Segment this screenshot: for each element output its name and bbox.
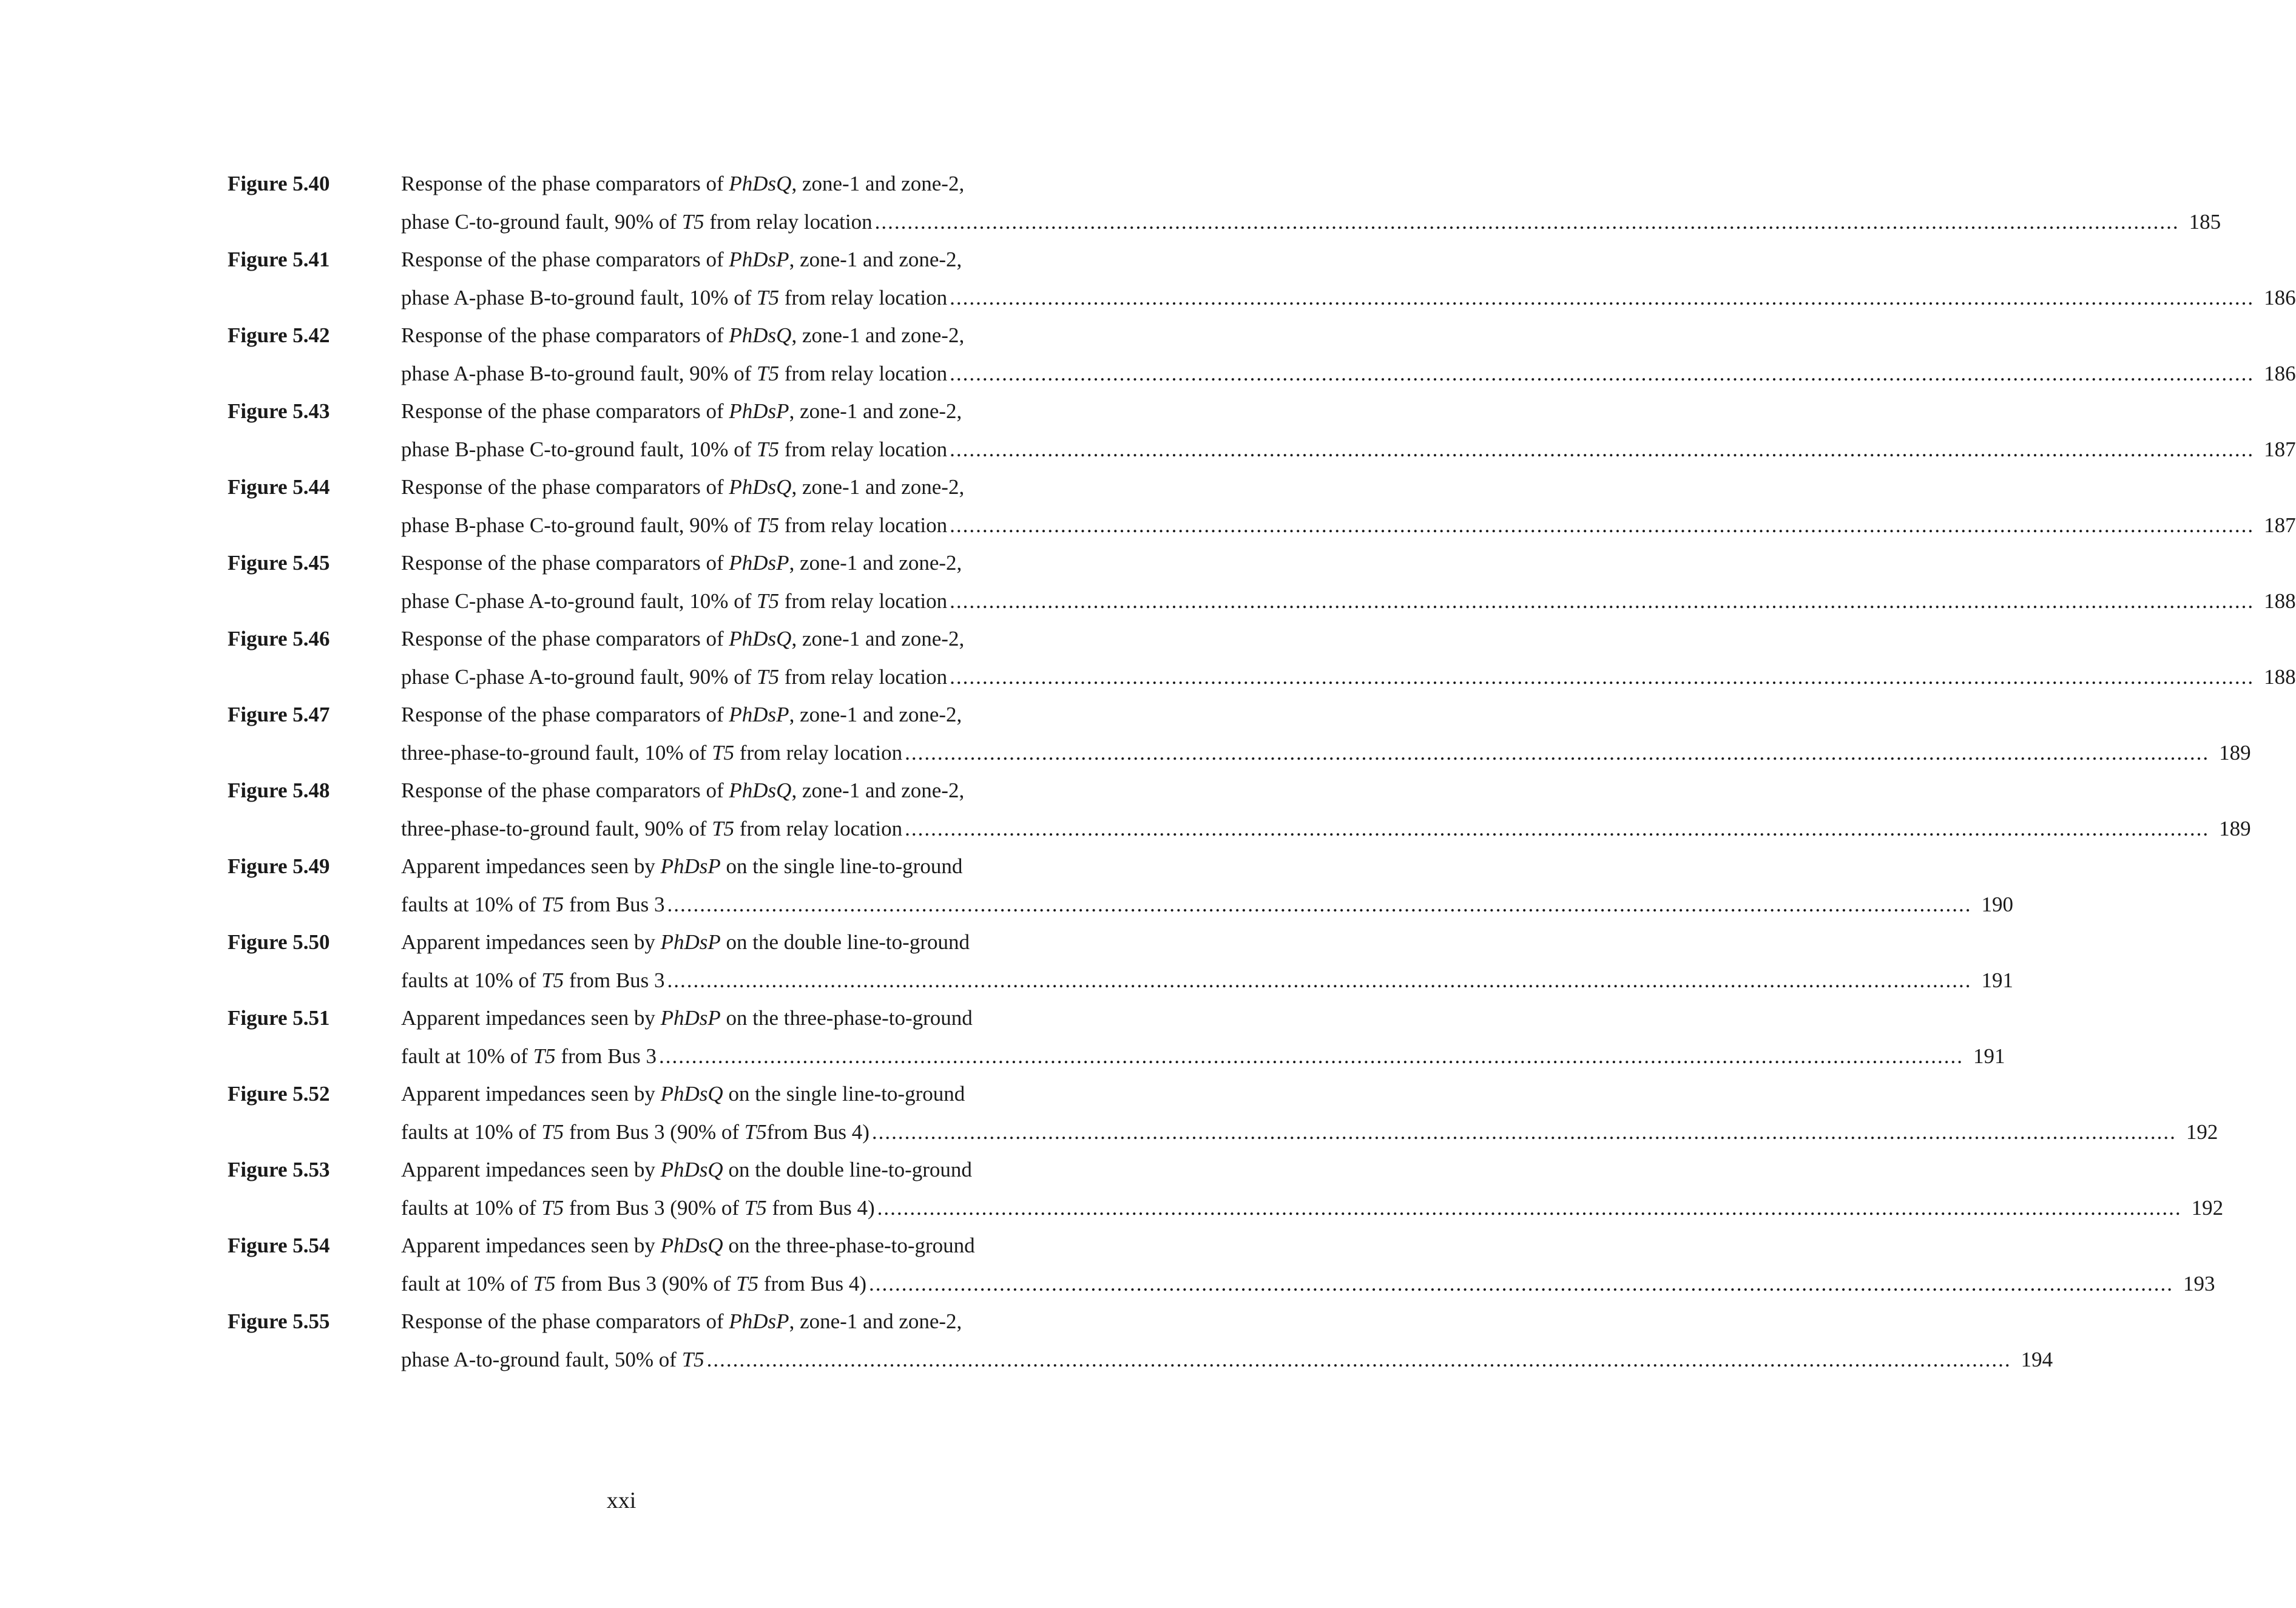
caption-italic-term: PhDsQ — [729, 627, 792, 650]
caption-text: faults at 10% of — [401, 968, 542, 992]
caption-text: three-phase-to-ground fault, 10% of — [401, 741, 712, 765]
caption-line-2 — [401, 283, 2296, 313]
page-reference: 191 — [1981, 968, 2014, 992]
page-number: xxi — [606, 1488, 636, 1513]
dot-leader: ........................................................................................................................................................................................................ — [950, 437, 2255, 461]
dot-leader: ........................................................................................................................................................................................................ — [950, 513, 2255, 537]
caption-text: from relay location — [779, 513, 948, 537]
figure-label: Figure 5.50 — [228, 930, 330, 954]
caption-text: Response of the phase comparators of — [401, 172, 729, 195]
caption-text: from Bus 3 (90% of — [555, 1272, 737, 1296]
caption-italic-term: T5 — [681, 1348, 704, 1371]
caption-text: from Bus 3 — [564, 968, 665, 992]
list-of-figures — [228, 169, 2296, 1382]
caption-text: phase A-phase B-to-ground fault, 90% of — [401, 362, 757, 385]
figure-entry — [228, 1306, 2053, 1382]
caption-line-1 — [401, 1231, 975, 1261]
page-reference: 192 — [2186, 1120, 2218, 1144]
caption-text: Response of the phase comparators of — [401, 248, 729, 271]
caption-text: from Bus 3 — [564, 893, 665, 916]
dot-leader: ........................................................................................................................................................................................................ — [905, 817, 2210, 840]
dot-leader: ........................................................................................................................................................................................................ — [667, 893, 1972, 916]
figure-entry — [228, 1155, 2224, 1231]
caption-italic-term: PhDsP — [660, 930, 721, 954]
caption-line-2 — [401, 1117, 2218, 1147]
caption-text-group — [401, 359, 947, 389]
caption-text: , zone-1 and zone-2, — [791, 779, 965, 802]
caption-text: Response of the phase comparators of — [401, 323, 729, 347]
caption-text-group — [401, 890, 665, 920]
caption-text: from relay location — [734, 741, 903, 765]
caption-italic-term: T5 — [541, 968, 564, 992]
figure-entry — [228, 472, 2296, 548]
figure-label: Figure 5.40 — [228, 172, 330, 195]
caption-text: from Bus 3 — [555, 1044, 657, 1068]
caption-text: phase B-phase C-to-ground fault, 10% of — [401, 437, 757, 461]
figure-label: Figure 5.45 — [228, 551, 330, 575]
caption-line-2 — [401, 1193, 2224, 1223]
caption-text: phase A-phase B-to-ground fault, 10% of — [401, 286, 757, 309]
dot-leader: ........................................................................................................................................................................................................ — [950, 589, 2255, 613]
caption-text: Response of the phase comparators of — [401, 779, 729, 802]
caption-text-group — [401, 434, 947, 465]
caption-line-2 — [401, 434, 2296, 465]
figure-entry — [228, 851, 2014, 927]
page-reference: 188 — [2264, 665, 2296, 689]
caption-text: , zone-1 and zone-2, — [791, 475, 965, 499]
caption-text-group — [401, 965, 665, 996]
page-reference: 189 — [2219, 741, 2251, 765]
caption-line-1 — [401, 927, 970, 958]
caption-text: from relay location — [779, 437, 948, 461]
caption-text: phase C-to-ground fault, 90% of — [401, 210, 682, 234]
caption-line-2 — [401, 1345, 2053, 1375]
caption-text: faults at 10% of — [401, 1196, 542, 1220]
caption-text-group — [401, 1269, 866, 1299]
dot-leader: ........................................................................................................................................................................................................ — [667, 968, 1972, 992]
figure-entry — [228, 1231, 2215, 1306]
caption-line-1 — [401, 548, 962, 578]
caption-text: , zone-1 and zone-2, — [789, 551, 962, 575]
caption-italic-term: PhDsP — [729, 1309, 789, 1333]
caption-line-1 — [401, 396, 962, 427]
caption-italic-term: PhDsQ — [660, 1158, 723, 1181]
caption-italic-term: PhDsQ — [729, 779, 792, 802]
caption-text: Apparent impedances seen by — [401, 930, 661, 954]
caption-italic-term: PhDsQ — [660, 1082, 723, 1106]
caption-text-group — [401, 1117, 869, 1147]
page-reference: 188 — [2264, 589, 2296, 613]
caption-text: phase C-phase A-to-ground fault, 90% of — [401, 665, 757, 689]
page-reference: 192 — [2191, 1196, 2224, 1220]
caption-text: fault at 10% of — [401, 1044, 533, 1068]
caption-text: , zone-1 and zone-2, — [789, 399, 962, 423]
caption-text: from Bus 3 (90% of — [564, 1120, 745, 1144]
caption-italic-term: PhDsP — [729, 703, 789, 726]
caption-line-1 — [401, 775, 964, 806]
caption-italic-term: PhDsQ — [729, 475, 792, 499]
figure-entry — [228, 245, 2296, 320]
caption-text: on the three-phase-to-ground — [723, 1234, 975, 1257]
figure-entry — [228, 1003, 2005, 1079]
figure-entry — [228, 548, 2296, 624]
dot-leader: ........................................................................................................................................................................................................ — [658, 1044, 1963, 1068]
caption-line-1 — [401, 320, 964, 351]
caption-text: , zone-1 and zone-2, — [789, 703, 962, 726]
figure-entry — [228, 169, 2221, 245]
caption-italic-term: T5 — [681, 210, 704, 234]
caption-line-2 — [401, 359, 2296, 389]
caption-text: from relay location — [734, 817, 903, 840]
caption-italic-term: PhDsP — [660, 854, 721, 878]
caption-text: from relay location — [704, 210, 873, 234]
caption-line-1 — [401, 1003, 973, 1033]
caption-italic-term: T5 — [757, 362, 780, 385]
caption-text: Response of the phase comparators of — [401, 475, 729, 499]
dot-leader: ........................................................................................................................................................................................................ — [706, 1348, 2011, 1371]
caption-text: , zone-1 and zone-2, — [791, 627, 965, 650]
caption-text: Apparent impedances seen by — [401, 1082, 661, 1106]
caption-italic-term: T5 — [757, 665, 780, 689]
caption-italic-term: T5 — [541, 1196, 564, 1220]
caption-text: Response of the phase comparators of — [401, 1309, 729, 1333]
figure-label: Figure 5.53 — [228, 1158, 330, 1181]
dot-leader: ........................................................................................................................................................................................................ — [877, 1196, 2182, 1220]
page-reference: 186 — [2264, 286, 2296, 309]
caption-line-1 — [401, 1155, 972, 1185]
figure-entry — [228, 927, 2014, 1003]
caption-text: on the double line-to-ground — [723, 1158, 972, 1181]
page-reference: 193 — [2183, 1272, 2215, 1296]
caption-line-1 — [401, 1079, 965, 1109]
caption-italic-term: PhDsQ — [729, 323, 792, 347]
caption-text-group — [401, 1041, 657, 1072]
dot-leader: ........................................................................................................................................................................................................ — [874, 210, 2180, 234]
page-reference: 187 — [2264, 513, 2296, 537]
figure-entry — [228, 1079, 2218, 1155]
caption-line-2 — [401, 814, 2251, 844]
caption-text: from relay location — [779, 589, 948, 613]
caption-italic-term: PhDsP — [660, 1006, 721, 1030]
dot-leader: ........................................................................................................................................................................................................ — [871, 1120, 2176, 1144]
caption-text-group — [401, 738, 902, 768]
caption-text: on the three-phase-to-ground — [720, 1006, 973, 1030]
caption-text: , zone-1 and zone-2, — [789, 1309, 962, 1333]
caption-text-group — [401, 662, 947, 692]
caption-text-group — [401, 1345, 704, 1375]
caption-text: from relay location — [779, 286, 948, 309]
caption-line-1 — [401, 624, 964, 654]
caption-line-2 — [401, 662, 2296, 692]
page-reference: 185 — [2189, 210, 2221, 234]
caption-line-1 — [401, 1306, 962, 1337]
caption-italic-term: T5 — [757, 589, 780, 613]
caption-line-2 — [401, 1041, 2005, 1072]
caption-text: faults at 10% of — [401, 1120, 542, 1144]
caption-italic-term: T5 — [712, 741, 735, 765]
caption-italic-term: PhDsP — [729, 551, 789, 575]
caption-text: from Bus 3 (90% of — [564, 1196, 745, 1220]
caption-text: , zone-1 and zone-2, — [789, 248, 962, 271]
caption-italic-term: PhDsQ — [729, 172, 792, 195]
caption-italic-term: T5 — [533, 1044, 556, 1068]
caption-italic-term: T5 — [744, 1196, 767, 1220]
page-reference: 187 — [2264, 437, 2296, 461]
caption-line-2 — [401, 586, 2296, 617]
caption-text: from Bus 4) — [766, 1196, 875, 1220]
figure-label: Figure 5.44 — [228, 475, 330, 499]
figure-label: Figure 5.51 — [228, 1006, 330, 1030]
dot-leader: ........................................................................................................................................................................................................ — [950, 665, 2255, 689]
caption-text: from Bus 4) — [758, 1272, 867, 1296]
figure-entry — [228, 775, 2251, 851]
caption-text: Response of the phase comparators of — [401, 399, 729, 423]
caption-text-group — [401, 207, 873, 237]
caption-text: three-phase-to-ground fault, 90% of — [401, 817, 712, 840]
caption-text: on the double line-to-ground — [720, 930, 970, 954]
dot-leader: ........................................................................................................................................................................................................ — [869, 1272, 2174, 1296]
caption-line-1 — [401, 169, 964, 199]
figure-entry — [228, 700, 2251, 775]
caption-text: fault at 10% of — [401, 1272, 533, 1296]
caption-italic-term: T5 — [541, 893, 564, 916]
caption-line-2 — [401, 510, 2296, 541]
caption-line-2 — [401, 207, 2221, 237]
figure-label: Figure 5.42 — [228, 323, 330, 347]
caption-line-1 — [401, 700, 962, 730]
caption-text: Apparent impedances seen by — [401, 1158, 661, 1181]
caption-text: from relay location — [779, 665, 948, 689]
caption-text: , zone-1 and zone-2, — [791, 323, 965, 347]
caption-text: Apparent impedances seen by — [401, 1006, 661, 1030]
caption-italic-term: T5 — [712, 817, 735, 840]
caption-italic-term: T5 — [757, 513, 780, 537]
caption-italic-term: T5 — [757, 286, 780, 309]
caption-text: from relay location — [779, 362, 948, 385]
caption-text-group — [401, 1193, 875, 1223]
caption-text: phase A-to-ground fault, 50% of — [401, 1348, 682, 1371]
caption-text: faults at 10% of — [401, 893, 542, 916]
figure-label: Figure 5.48 — [228, 779, 330, 802]
caption-line-2 — [401, 1269, 2215, 1299]
caption-line-2 — [401, 738, 2251, 768]
caption-line-1 — [401, 472, 964, 502]
caption-text: phase B-phase C-to-ground fault, 90% of — [401, 513, 757, 537]
caption-italic-term: T5 — [736, 1272, 759, 1296]
caption-italic-term: PhDsQ — [660, 1234, 723, 1257]
page-reference: 189 — [2219, 817, 2251, 840]
caption-text: phase C-phase A-to-ground fault, 10% of — [401, 589, 757, 613]
caption-italic-term: T5 — [533, 1272, 556, 1296]
caption-text: on the single line-to-ground — [720, 854, 963, 878]
caption-line-2 — [401, 890, 2014, 920]
dot-leader: ........................................................................................................................................................................................................ — [950, 286, 2255, 309]
caption-italic-term: T5 — [757, 437, 780, 461]
figure-label: Figure 5.54 — [228, 1234, 330, 1257]
caption-text: , zone-1 and zone-2, — [791, 172, 965, 195]
caption-text-group — [401, 814, 902, 844]
figure-label: Figure 5.55 — [228, 1309, 330, 1333]
figure-entry — [228, 320, 2296, 396]
caption-italic-term: PhDsP — [729, 248, 789, 271]
caption-text: Apparent impedances seen by — [401, 854, 661, 878]
figure-label: Figure 5.47 — [228, 703, 330, 726]
figure-label: Figure 5.43 — [228, 399, 330, 423]
caption-text-group — [401, 283, 947, 313]
caption-text-group — [401, 510, 947, 541]
caption-text: Response of the phase comparators of — [401, 551, 729, 575]
caption-italic-term: T5 — [744, 1120, 767, 1144]
page-reference: 186 — [2264, 362, 2296, 385]
page-reference: 190 — [1981, 893, 2014, 916]
caption-line-2 — [401, 965, 2014, 996]
figure-label: Figure 5.41 — [228, 248, 330, 271]
caption-italic-term: T5 — [541, 1120, 564, 1144]
figure-label: Figure 5.49 — [228, 854, 330, 878]
dot-leader: ........................................................................................................................................................................................................ — [950, 362, 2255, 385]
caption-line-1 — [401, 851, 962, 882]
figure-label: Figure 5.46 — [228, 627, 330, 650]
figure-entry — [228, 396, 2296, 472]
caption-text: on the single line-to-ground — [723, 1082, 965, 1106]
figure-entry — [228, 624, 2296, 700]
caption-italic-term: PhDsP — [729, 399, 789, 423]
figure-label: Figure 5.52 — [228, 1082, 330, 1106]
caption-line-1 — [401, 245, 962, 275]
caption-text: Response of the phase comparators of — [401, 627, 729, 650]
caption-text-group — [401, 586, 947, 617]
page-reference: 194 — [2021, 1348, 2053, 1371]
page-reference: 191 — [1973, 1044, 2005, 1068]
caption-text: Apparent impedances seen by — [401, 1234, 661, 1257]
caption-text: from Bus 4) — [766, 1120, 869, 1144]
dot-leader: ........................................................................................................................................................................................................ — [905, 741, 2210, 765]
caption-text: Response of the phase comparators of — [401, 703, 729, 726]
